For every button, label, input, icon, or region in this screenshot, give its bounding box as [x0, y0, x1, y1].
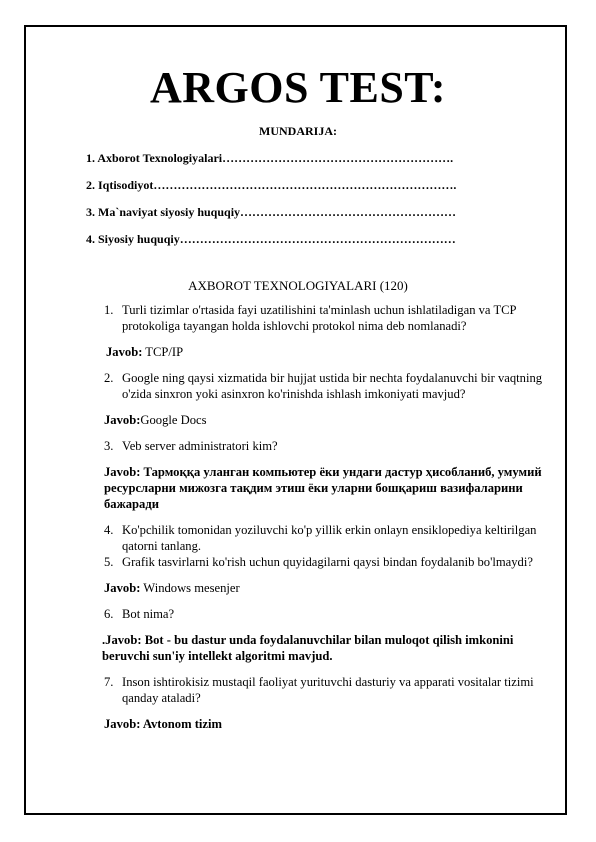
- answer-label: .Javob:: [102, 633, 142, 647]
- question-item: [104, 522, 544, 554]
- question-text: Ko'pchilik tomonidan yoziluvchi ko'p yillik erkin onlayn ensiklopediya keltirilgan qatorni tanlang.: [122, 523, 537, 553]
- question-number: 2.: [104, 371, 114, 385]
- question-number: 7.: [104, 675, 114, 689]
- answer-text: Avtonom tizim: [140, 717, 223, 731]
- question-item: [104, 606, 544, 622]
- question-item: [104, 370, 544, 402]
- answer-text: TCP/IP: [142, 345, 184, 359]
- answer-text: Google Docs: [140, 413, 207, 427]
- contents-heading: MUNDARIJA:: [259, 124, 337, 138]
- answer-text: Bot - bu dastur unda foydalanuvchilar bilan muloqot qilish imkonini beruvchi sun'iy intellekt algoritmi mavjud.: [102, 633, 514, 663]
- question-text: Veb server administratori kim?: [122, 439, 278, 453]
- answer: [104, 344, 544, 360]
- answer-text: Windows mesenjer: [140, 581, 240, 595]
- page-title: ARGOS TEST:: [149, 63, 447, 112]
- question-item: [104, 438, 544, 454]
- answer-label: Javob:: [104, 413, 141, 427]
- question-list: [104, 302, 544, 732]
- question-item: [104, 674, 544, 706]
- answer-label: Javob:: [104, 465, 141, 479]
- toc-item[interactable]: 1. Axborot Texnologiyalari………………………………………………….: [86, 151, 454, 165]
- question-number: 6.: [104, 607, 114, 621]
- question-number: 4.: [104, 523, 114, 537]
- answer: [104, 464, 544, 512]
- question-number: 5.: [104, 555, 114, 569]
- answer: [104, 716, 544, 732]
- table-of-contents: [86, 148, 526, 256]
- answer-label: Javob:: [104, 717, 141, 731]
- answer-text: Тармоққа уланган компьютер ёки ундаги дастур ҳисобланиб, умумий ресурсларни мижозга тақдим этиш ёки уларни бошқариш вазифаларини бажаради: [104, 465, 542, 511]
- answer-label: Javob:: [104, 581, 141, 595]
- question-item: [104, 554, 544, 570]
- answer-label: Javob:: [106, 345, 143, 359]
- question-text: Turli tizimlar o'rtasida fayi uzatilishini ta'minlash uchun ishlatiladigan va TCP protokoliga tayangan holda ishlovchi protokol nima deb nomlanadi?: [122, 303, 517, 333]
- answer: [104, 580, 544, 596]
- answer: [102, 632, 544, 664]
- toc-item[interactable]: 2. Iqtisodiyot………………………………………………………………….: [86, 178, 457, 192]
- question-text: Inson ishtirokisiz mustaqil faoliyat yurituvchi dasturiy va apparati vositalar tizimi qanday ataladi?: [122, 675, 534, 705]
- question-text: Grafik tasvirlarni ko'rish uchun quyidagilarni qaysi bindan foydalanib bo'lmaydi?: [122, 555, 533, 569]
- toc-item[interactable]: 3. Ma`naviyat siyosiy huquqiy………………………………………………: [86, 205, 457, 219]
- answer: [104, 412, 544, 428]
- question-text: Google ning qaysi xizmatida bir hujjat ustida bir nechta foydalanuvchi bir vaqtning o'zida sinxron yoki asinxron ko'rinishda ishlash imkoniyati mavjud?: [122, 371, 543, 401]
- section-heading: AXBOROT TEXNOLOGIYALARI (120): [188, 278, 408, 293]
- toc-item[interactable]: 4. Siyosiy huquqiy……………………………………………………………: [86, 232, 456, 246]
- question-text: Bot nima?: [122, 607, 175, 621]
- question-number: 3.: [104, 439, 114, 453]
- question-number: 1.: [104, 303, 114, 317]
- question-item: [104, 302, 544, 334]
